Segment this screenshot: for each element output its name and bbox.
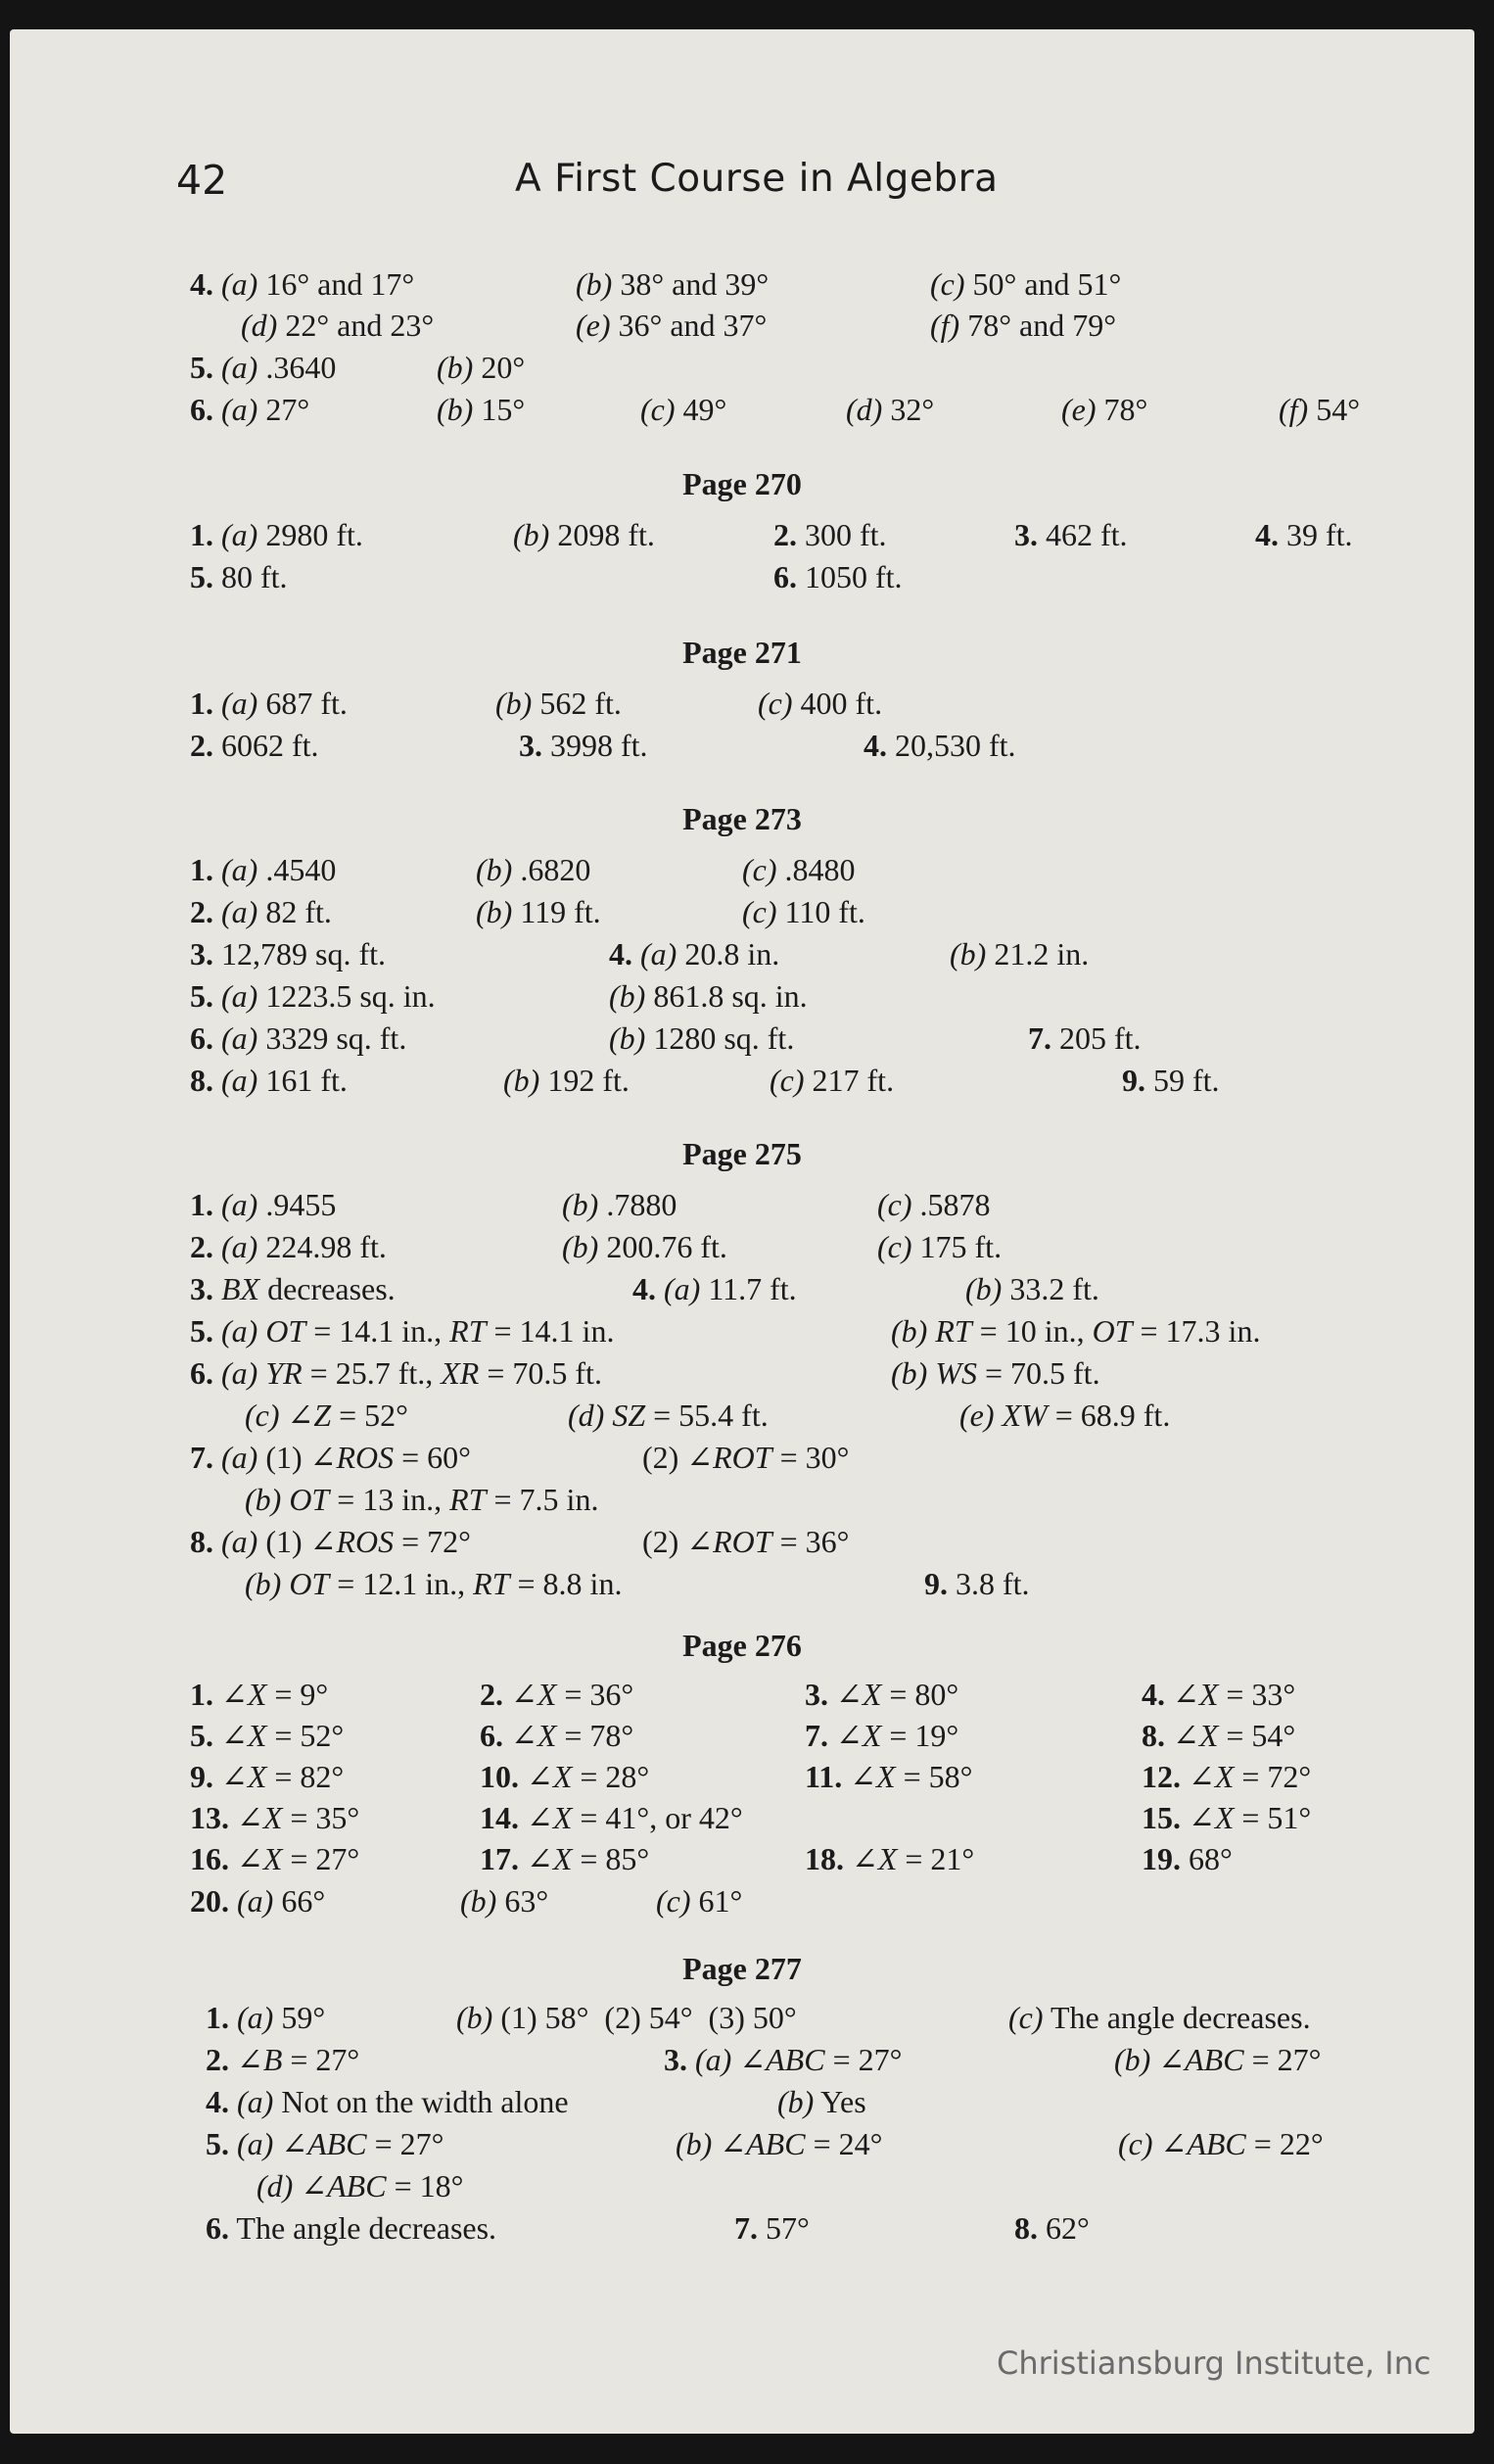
answer-part: (b) WS = 70.5 ft. xyxy=(891,1355,1100,1391)
answer-part: (d) 22° and 23° xyxy=(241,308,435,343)
answer-part: (c) 61° xyxy=(656,1883,743,1919)
answer-row: 8. (a) 161 ft. xyxy=(190,1063,348,1098)
answer-part: 2. 300 ft. xyxy=(773,517,887,552)
section-heading: Page 276 xyxy=(682,1628,802,1663)
answer-row: 8. (a) (1) ∠ROS = 72° xyxy=(190,1524,471,1559)
angle-answer: 10. ∠X = 28° xyxy=(480,1759,650,1794)
angle-answer: 3. ∠X = 80° xyxy=(805,1677,959,1712)
answer-part: (d) ∠ABC = 18° xyxy=(257,2168,464,2203)
angle-answer: 18. ∠X = 21° xyxy=(805,1841,975,1876)
answer-part: 4. 39 ft. xyxy=(1255,517,1353,552)
answer-part: (c) 50° and 51° xyxy=(930,266,1122,302)
answer-part: (d) SZ = 55.4 ft. xyxy=(568,1398,769,1433)
angle-answer: 13. ∠X = 35° xyxy=(190,1800,360,1835)
answer-row: 6. (a) 27° xyxy=(190,392,310,427)
answer-part: (b) RT = 10 in., OT = 17.3 in. xyxy=(891,1313,1261,1349)
answer-part: (f) 78° and 79° xyxy=(930,308,1116,343)
watermark: Christiansburg Institute, Inc xyxy=(997,2345,1431,2382)
page-title: A First Course in Algebra xyxy=(515,157,999,201)
answer-part: (b) 2098 ft. xyxy=(513,517,655,552)
answer-part: 6. 1050 ft. xyxy=(773,559,903,594)
answer-row: 5. (a) OT = 14.1 in., RT = 14.1 in. xyxy=(190,1313,615,1349)
answer-part: 7. 57° xyxy=(734,2210,810,2246)
answer-row: 6. (a) YR = 25.7 ft., XR = 70.5 ft. xyxy=(190,1355,602,1391)
angle-answer: 2. ∠X = 36° xyxy=(480,1677,634,1712)
answer-part: (c) 110 ft. xyxy=(742,894,865,929)
angle-answer: 11. ∠X = 58° xyxy=(805,1759,973,1794)
answer-part: (b) 38° and 39° xyxy=(576,266,770,302)
answer-part: (c) .5878 xyxy=(877,1187,991,1222)
answer-part: (b) 63° xyxy=(460,1883,549,1919)
answer-part: (2) ∠ROT = 30° xyxy=(642,1440,850,1475)
answer-part: (b) (1) 58° (2) 54° (3) 50° xyxy=(456,2000,797,2035)
answer-part: (2) ∠ROT = 36° xyxy=(642,1524,850,1559)
answer-part: (c) 217 ft. xyxy=(770,1063,895,1098)
answer-row: 4. (a) Not on the width alone xyxy=(206,2084,569,2119)
answer-row: 7. (a) (1) ∠ROS = 60° xyxy=(190,1440,471,1475)
answer-part: 4. (a) 20.8 in. xyxy=(609,936,780,971)
angle-answer: 14. ∠X = 41°, or 42° xyxy=(480,1800,743,1835)
answer-row: 3. BX decreases. xyxy=(190,1271,396,1306)
section-heading: Page 271 xyxy=(682,635,802,670)
answer-part: (c) .8480 xyxy=(742,852,856,887)
answer-part: (c) 49° xyxy=(640,392,727,427)
answer-part: (e) 78° xyxy=(1061,392,1148,427)
angle-answer: 5. ∠X = 52° xyxy=(190,1718,345,1753)
page-number: 42 xyxy=(176,157,228,204)
answer-part: (c) 175 ft. xyxy=(877,1229,1003,1264)
answer-part: (b) 15° xyxy=(437,392,526,427)
answer-part: (d) 32° xyxy=(846,392,935,427)
answer-part: 3. (a) ∠ABC = 27° xyxy=(664,2042,903,2077)
answer-part: 4. (a) 11.7 ft. xyxy=(632,1271,797,1306)
section-heading: Page 270 xyxy=(682,466,802,501)
answer-part: 3. 3998 ft. xyxy=(519,728,648,763)
book-page xyxy=(10,29,1474,2434)
answer-part: (b) 861.8 sq. in. xyxy=(609,978,808,1014)
section-heading: Page 277 xyxy=(682,1951,802,1986)
answer-part: (b) ∠ABC = 24° xyxy=(676,2126,883,2161)
answer-row: 6. The angle decreases. xyxy=(206,2210,497,2246)
answer-part: (e) XW = 68.9 ft. xyxy=(959,1398,1171,1433)
angle-answer: 9. ∠X = 82° xyxy=(190,1759,345,1794)
answer-row: 5. (a) 1223.5 sq. in. xyxy=(190,978,436,1014)
answer-part: (b) 21.2 in. xyxy=(950,936,1090,971)
answer-row: 6. (a) 3329 sq. ft. xyxy=(190,1020,407,1056)
answer-part: (f) 54° xyxy=(1279,392,1360,427)
answer-part: (b) 192 ft. xyxy=(503,1063,630,1098)
answer-row: 2. (a) 224.98 ft. xyxy=(190,1229,387,1264)
answer-row: 1. (a) .4540 xyxy=(190,852,337,887)
answer-row: 2. (a) 82 ft. xyxy=(190,894,332,929)
answer-part: (c) ∠Z = 52° xyxy=(245,1398,408,1433)
angle-answer: 4. ∠X = 33° xyxy=(1142,1677,1296,1712)
answer-part: (b) 200.76 ft. xyxy=(562,1229,727,1264)
answer-part: 7. 205 ft. xyxy=(1028,1020,1142,1056)
angle-answer: 17. ∠X = 85° xyxy=(480,1841,650,1876)
answer-part: (b) .7880 xyxy=(562,1187,677,1222)
angle-answer: 6. ∠X = 78° xyxy=(480,1718,634,1753)
answer-row: 2. 6062 ft. xyxy=(190,728,319,763)
answer-part: (c) 400 ft. xyxy=(758,686,883,721)
answer-row: 20. (a) 66° xyxy=(190,1883,326,1919)
answer-part: (b) 20° xyxy=(437,350,526,385)
angle-answer: 12. ∠X = 72° xyxy=(1142,1759,1312,1794)
section-heading: Page 273 xyxy=(682,801,802,836)
angle-answer: 1. ∠X = 9° xyxy=(190,1677,329,1712)
answer-part: 9. 59 ft. xyxy=(1122,1063,1220,1098)
answer-part: (b) .6820 xyxy=(476,852,591,887)
angle-answer: 19. 68° xyxy=(1142,1841,1233,1876)
answer-part: (b) Yes xyxy=(777,2084,866,2119)
answer-part: (b) 562 ft. xyxy=(495,686,622,721)
answer-row: 1. (a) .9455 xyxy=(190,1187,337,1222)
answer-part: (b) 119 ft. xyxy=(476,894,601,929)
answer-row: 5. 80 ft. xyxy=(190,559,288,594)
answer-part: (b) ∠ABC = 27° xyxy=(1114,2042,1322,2077)
answer-part: (b) 33.2 ft. xyxy=(965,1271,1099,1306)
answer-part: (b) OT = 13 in., RT = 7.5 in. xyxy=(245,1482,599,1517)
answer-part: 8. 62° xyxy=(1014,2210,1090,2246)
answer-part: (c) The angle decreases. xyxy=(1008,2000,1311,2035)
answer-part: (c) ∠ABC = 22° xyxy=(1118,2126,1324,2161)
answer-row: 5. (a) ∠ABC = 27° xyxy=(206,2126,444,2161)
answer-row: 4. (a) 16° and 17° xyxy=(190,266,415,302)
answer-row: 2. ∠B = 27° xyxy=(206,2042,360,2077)
answer-part: (b) OT = 12.1 in., RT = 8.8 in. xyxy=(245,1566,623,1601)
answer-row: 1. (a) 687 ft. xyxy=(190,686,348,721)
answer-part: 9. 3.8 ft. xyxy=(924,1566,1030,1601)
answer-part: 4. 20,530 ft. xyxy=(864,728,1016,763)
angle-answer: 8. ∠X = 54° xyxy=(1142,1718,1296,1753)
section-heading: Page 275 xyxy=(682,1136,802,1171)
answer-row: 3. 12,789 sq. ft. xyxy=(190,936,386,971)
answer-part: 3. 462 ft. xyxy=(1014,517,1128,552)
angle-answer: 15. ∠X = 51° xyxy=(1142,1800,1312,1835)
answer-row: 1. (a) 59° xyxy=(206,2000,326,2035)
answer-part: (b) 1280 sq. ft. xyxy=(609,1020,795,1056)
angle-answer: 16. ∠X = 27° xyxy=(190,1841,360,1876)
angle-answer: 7. ∠X = 19° xyxy=(805,1718,959,1753)
answer-part: (e) 36° and 37° xyxy=(576,308,768,343)
answer-row: 1. (a) 2980 ft. xyxy=(190,517,363,552)
answer-row: 5. (a) .3640 xyxy=(190,350,337,385)
